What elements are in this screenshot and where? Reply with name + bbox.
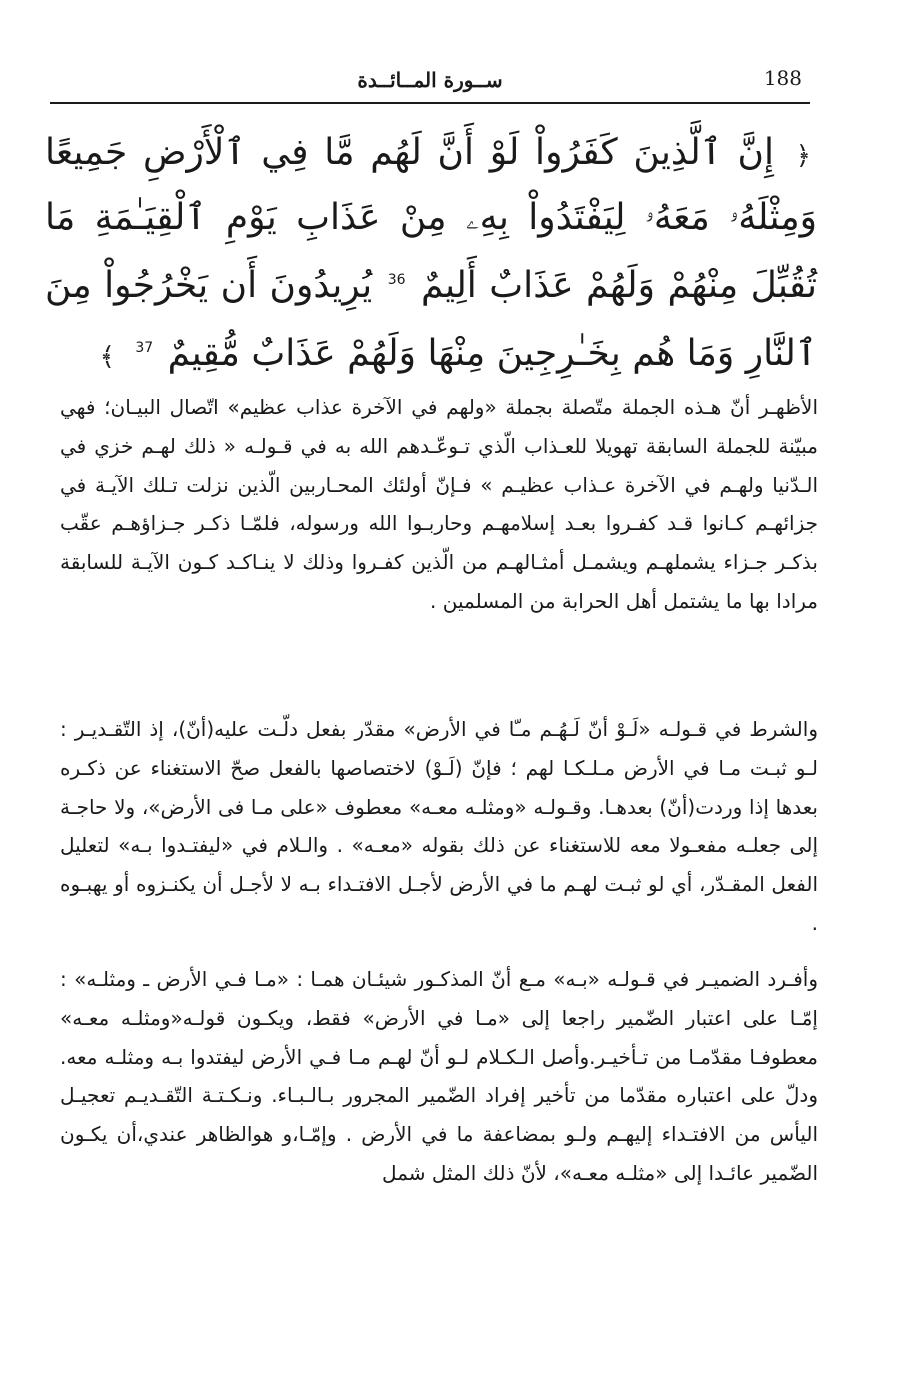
- verse-number-36: 36: [387, 272, 406, 288]
- page-number: 188: [763, 66, 802, 90]
- commentary-paragraph: وأفـرد الضميـر في قـولـه «بـه» مـع أنّ المذكـور شيئـان همـا : «مـا فـي الأرض ـ ومثلـه» : إمّـا على اعتبار الضّمير راجعا إلى «مـا في الأرض» فقط، ويكـون قولـه«ومثلـه معـه» معطوفـا مقدّمـا من تـأخيـر.وأصل الـكـلام لـو أنّ لهـم مـا فـي الأرض ليفتدوا بـه ومثلـه معه. ودلّ على اعتباره مقدّما من تأخير إفراد الضّمير المجرور بـالـبـاء. ونـكـتـة التّقـديـم تعجيـل اليأس من الافتـداء إليهـم ولـو بمضاعفة ما في الأرض . وإمّـا،و هوالظاهر عندي،أن يكـون الضّمير عائـدا إلى «مثلـه معـه»، لأنّ ذلك المثل شمل: [60, 967, 818, 1185]
- surah-title: ســورة المــائــدة: [357, 68, 503, 92]
- verse-text-36: إِنَّ ٱلَّذِينَ كَفَرُواْ لَوْ أَنَّ لَهُم مَّا فِي ٱلْأَرْضِ جَمِيعًا وَمِثْلَهُۥ مَعَهُۥ لِيَفْتَدُواْ بِهِۦ مِنْ عَذَابِ يَوْمِ ٱلْقِيَـٰمَةِ مَا تُقُبِّلَ مِنْهُمْ وَلَهُمْ عَذَابٌ أَلِيمٌ: [45, 132, 817, 306]
- verse-open-ornament: ﴿: [795, 141, 811, 171]
- commentary-paragraph: والشرط في قـولـه «لَـوْ أنّ لَـهُـم مـّا في الأرض» مقدّر بفعل دلّـت عليه(أنّ)، إذ التّقـديـر : لـو ثبـت مـا في الأرض مـلـكـا لهم ؛ فإنّ (لَـوْ) لاختصاصها بالفعل صحّ الاستغناء عن ذكـره بعدها إذا وردت(أنّ) بعدهـا. وقـولـه «ومثلـه معـه» معطوف «على مـا فى الأرض»، ولا حاجـة إلى جعلـه مفعـولا معه للاستغناء عن ذلك بقوله «معـه» . والـلام في «ليفتـدوا بـه» لتعليل الفعل المقـدّر، أي لو ثبـت لهـم ما في الأرض لأجـل الافتـداء بـه لا لأجـل أن يكنـزوه أو يهبـوه .: [60, 717, 818, 935]
- verse-number-37: 37: [135, 340, 154, 356]
- verse-text-37: يُرِيدُونَ أَن يَخْرُجُواْ مِنَ ٱلنَّارِ وَمَا هُم بِخَـٰرِجِينَ مِنْهَا وَلَهُمْ عَذَابٌ مُّقِيمٌ: [45, 265, 817, 374]
- quran-verse-block: [45, 122, 817, 388]
- page-header: [50, 62, 810, 104]
- commentary-paragraph: الأظهـر أنّ هـذه الجملة متّصلة بجملة «ولهم في الآخرة عذاب عظيم» اتّصال البيـان؛ فهي مبيّنة للجملة السابقة تهويلا للعـذاب الّذي تـوعّـدهم الله به في قـولـه « ذلك لهـم خزي في الـدّنيا ولهـم في الآخرة عـذاب عظيـم » فـإنّ أولئك المحـاربين الّذين نزلت تـلك الآيـة في جزائهـم كـانوا قـد كفـروا بعـد إسلامهـم وحاربـوا الله ورسوله، فلمّـا ذكـر جـزاؤهـم عقّب بذكـر جـزاء يشملهـم ويشمـل أمثـالهـم من الّذين كفـروا وذلك لا ينـاكـد كـون الآيـة للسابقة مرادا بها ما يشتمل أهل الحرابة من المسلمين .: [60, 395, 818, 613]
- verse-close-ornament: ﴾: [99, 342, 115, 372]
